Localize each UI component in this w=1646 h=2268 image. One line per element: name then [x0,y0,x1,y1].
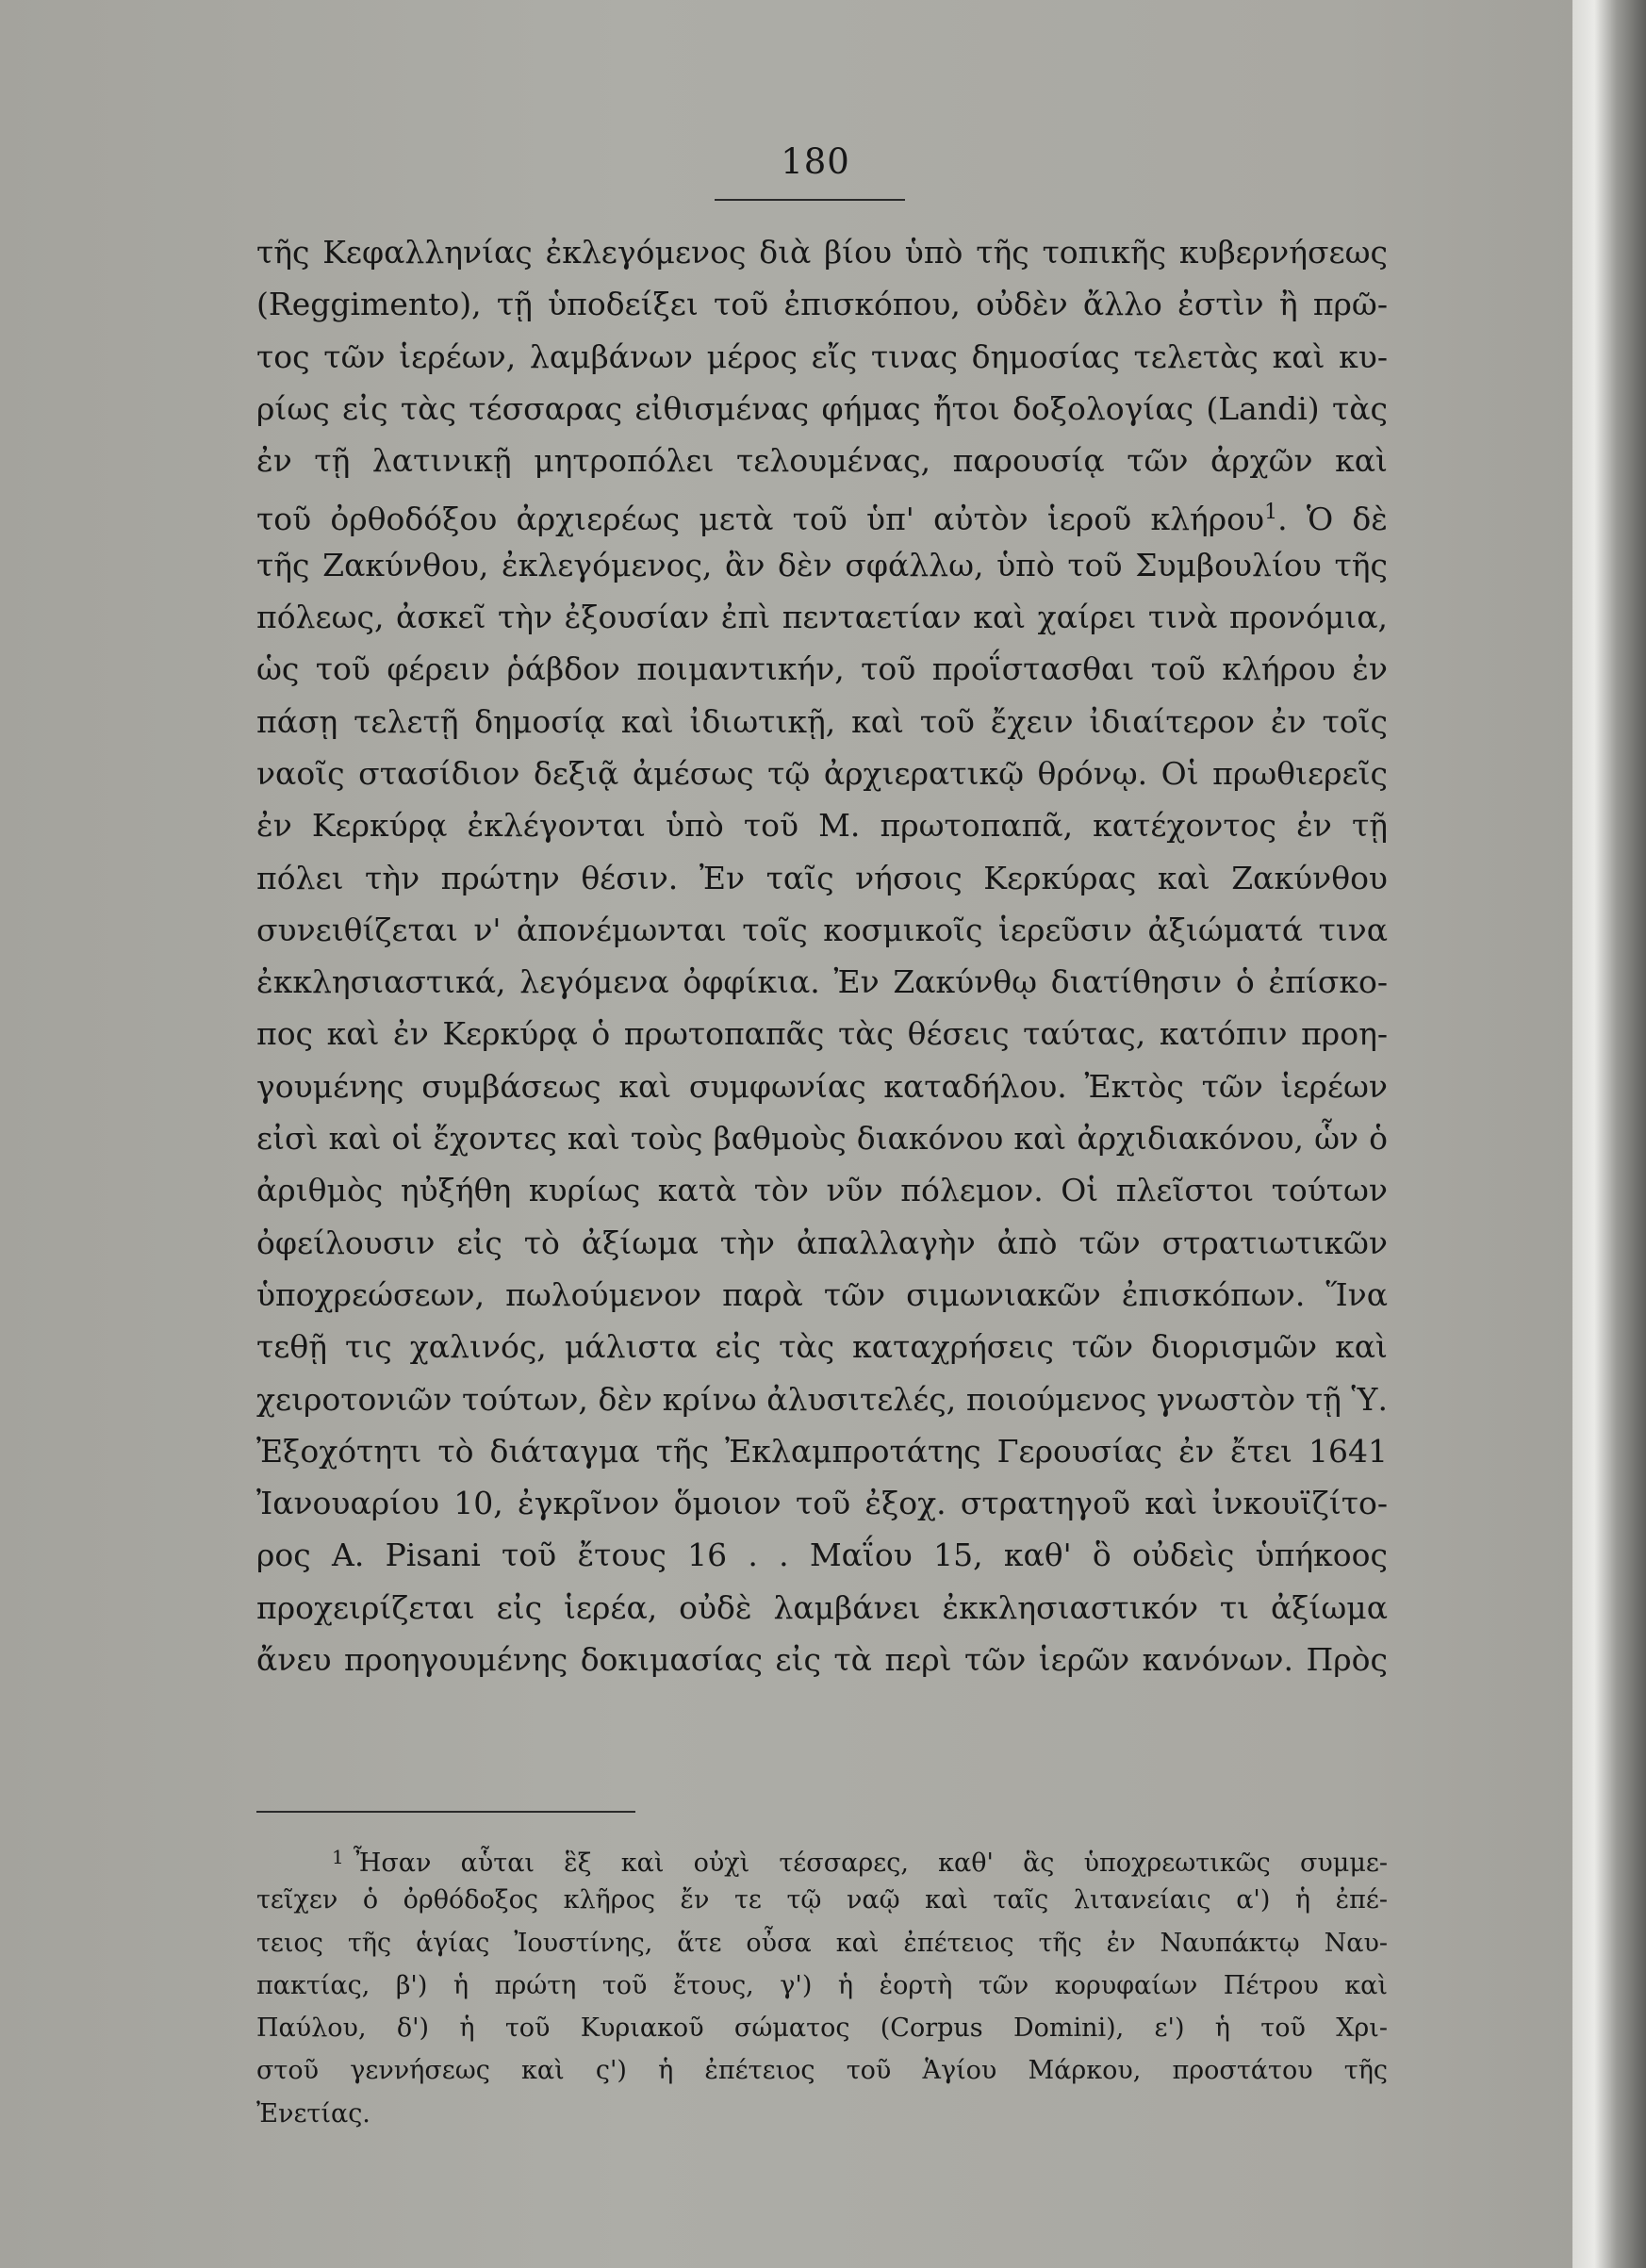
main-text [256,226,1388,1685]
text-segment: . Ὁ δὲ [1277,501,1388,538]
footnote-line: στοῦ γεννήσεως καὶ ς') ἡ ἐπέτειος τοῦ Ἁγίου Μάρκου, προστάτου τῆς [256,2056,1388,2086]
text-line: ναοῖς στασίδιον δεξιᾷ ἀμέσως τῷ ἀρχιερατικῷ θρόνῳ. Οἱ πρωθιερεῖς [256,754,1388,792]
text-line: ἄνευ προηγουμένης δοκιμασίας εἰς τὰ περὶ τῶν ἱερῶν κανόνων. Πρὸς [256,1641,1388,1679]
footnote-rule [256,1811,635,1813]
text-line: πάσῃ τελετῇ δημοσίᾳ καὶ ἰδιωτικῇ, καὶ τοῦ ἔχειν ἰδιαίτερον ἐν τοῖς [256,702,1388,740]
page-number: 180 [781,141,850,182]
text-line: ἀριθμὸς ηὐξήθη κυρίως κατὰ τὸν νῦν πόλεμον. Οἱ πλεῖστοι τούτων [256,1172,1388,1209]
text-line: τος τῶν ἱερέων, λαμβάνων μέρος εἴς τινας δημοσίας τελετὰς καὶ κυ- [256,337,1388,375]
footnote-line: Ἐνετίας. [256,2098,370,2128]
text-line: ρίως εἰς τὰς τέσσαρας εἰθισμένας φήμας ἤτοι δοξολογίας (Landi) τὰς [256,389,1388,427]
header-rule [715,199,905,201]
text-line: ὀφείλουσιν εἰς τὸ ἀξίωμα τὴν ἀπαλλαγὴν ἀπὸ τῶν στρατιωτικῶν [256,1224,1388,1261]
text-line: πόλεως, ἀσκεῖ τὴν ἐξουσίαν ἐπὶ πενταετίαν καὶ χαίρει τινὰ προνόμια, [256,599,1388,636]
text-line: προχειρίζεται εἰς ἱερέα, οὐδὲ λαμβάνει ἐκκλησιαστικόν τι ἀξίωμα [256,1588,1388,1626]
footnote-line [256,1836,1388,1879]
text-line: ἐν Κερκύρᾳ ἐκλέγονται ὑπὸ τοῦ Μ. πρωτοπαπᾶ, κατέχοντος ἐν τῇ [256,807,1388,845]
text-line: (Reggimento), τῇ ὑποδείξει τοῦ ἐπισκόπου, οὐδὲν ἄλλο ἐστὶν ἢ πρῶ- [256,286,1388,323]
footnote-text: Ἦσαν αὗται ἓξ καὶ οὐχὶ τέσσαρες, καθ' ἃς ὑποχρεωτικῶς συμμε- [353,1849,1388,1878]
text-line: χειροτονιῶν τούτων, δὲν κρίνω ἀλυσιτελές, ποιούμενος γνωστὸν τῇ Ὑ. [256,1380,1388,1418]
text-line: εἰσὶ καὶ οἱ ἔχοντες καὶ τοὺς βαθμοὺς διακόνου καὶ ἀρχιδιακόνου, ὧν ὁ [256,1120,1388,1158]
text-line: ὡς τοῦ φέρειν ῥάβδον ποιμαντικήν, τοῦ προΐστασθαι τοῦ κλήρου ἐν [256,650,1388,688]
text-line: γουμένης συμβάσεως καὶ συμφωνίας καταδήλου. Ἐκτὸς τῶν ἱερέων [256,1067,1388,1105]
text-line: πόλει τὴν πρώτην θέσιν. Ἐν ταῖς νήσοις Κερκύρας καὶ Ζακύνθου [256,859,1388,896]
text-line-with-footnote-ref [256,486,1388,538]
text-line: τεθῇ τις χαλινός, μάλιστα εἰς τὰς καταχρήσεις τῶν διορισμῶν καὶ [256,1328,1388,1366]
text-line: Ἐξοχότητι τὸ διάταγμα τῆς Ἐκλαμπροτάτης Γερουσίας ἐν ἔτει 1641 [256,1432,1388,1470]
footnote-reference: 1 [1264,501,1278,525]
footnote-line: Παύλου, δ') ἡ τοῦ Κυριακοῦ σώματος (Corpus Domini), ε') ἡ τοῦ Χρι- [256,2013,1388,2044]
text-line: πος καὶ ἐν Κερκύρᾳ ὁ πρωτοπαπᾶς τὰς θέσεις ταύτας, κατόπιν προη- [256,1015,1388,1053]
footnote-line: τειος τῆς ἁγίας Ἰουστίνης, ἅτε οὖσα καὶ ἐπέτειος τῆς ἐν Ναυπάκτῳ Ναυ- [256,1928,1388,1958]
text-line: τῆς Κεφαλληνίας ἐκλεγόμενος διὰ βίου ὑπὸ τῆς τοπικῆς κυβερνήσεως [256,234,1388,271]
text-line: ἐν τῇ λατινικῇ μητροπόλει τελουμένας, παρουσίᾳ τῶν ἀρχῶν καὶ [256,442,1388,480]
text-line: ἐκκλησιαστικά, λεγόμενα ὀφφίκια. Ἐν Ζακύνθῳ διατίθησιν ὁ ἐπίσκο- [256,963,1388,1001]
text-line: Ἰανουαρίου 10, ἐγκρῖνον ὅμοιον τοῦ ἐξοχ. στρατηγοῦ καὶ ἰνκουϊζίτο- [256,1485,1388,1522]
footnote-marker: 1 [332,1846,344,1868]
footnote-line: πακτίας, β') ἡ πρώτη τοῦ ἔτους, γ') ἡ ἑορτὴ τῶν κορυφαίων Πέτρου καὶ [256,1970,1388,2000]
text-line: ὑποχρεώσεων, πωλούμενον παρὰ τῶν σιμωνιακῶν ἐπισκόπων. Ἵνα [256,1275,1388,1313]
text-line: τῆς Ζακύνθου, ἐκλεγόμενος, ἂν δὲν σφάλλω, ὑπὸ τοῦ Συμβουλίου τῆς [256,546,1388,583]
page-edge-shadow [1572,0,1646,2268]
footnote-line: τεῖχεν ὁ ὀρθόδοξος κλῆρος ἔν τε τῷ ναῷ καὶ ταῖς λιτανείαις α') ἡ ἐπέ- [256,1885,1388,1915]
footnotes [256,1836,1388,2135]
text-line: ρος A. Pisani τοῦ ἔτους 16 . . Μαΐου 15, καθ' ὃ οὐδεὶς ὑπήκοος [256,1537,1388,1574]
text-segment: τοῦ ὀρθοδόξου ἀρχιερέως μετὰ τοῦ ὑπ' αὐτὸν ἱεροῦ κλήρου [256,501,1265,538]
text-line: συνειθίζεται ν' ἀπονέμωνται τοῖς κοσμικοῖς ἱερεῦσιν ἀξιώματά τινα [256,911,1388,948]
